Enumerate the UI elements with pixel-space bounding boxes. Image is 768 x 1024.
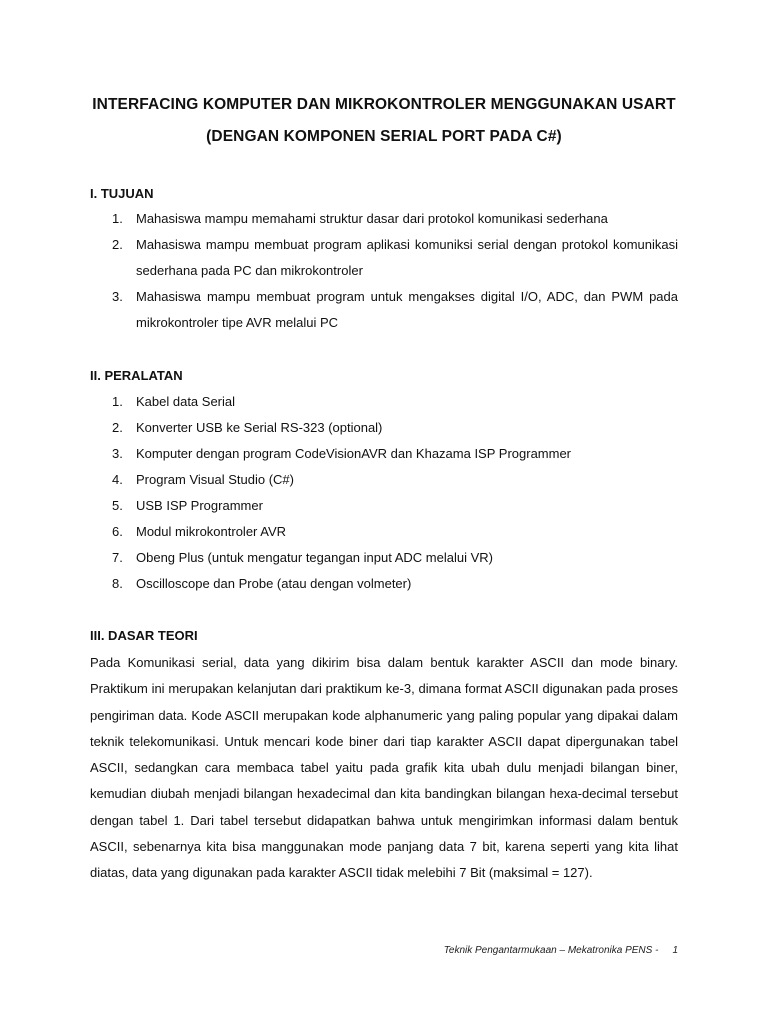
list-item <box>90 519 678 545</box>
list-number: 5. <box>112 498 123 513</box>
section-heading-dasar-teori: III. DASAR TEORI <box>90 628 198 643</box>
list-item <box>90 467 678 493</box>
list-item-text: Kabel data Serial <box>136 394 236 409</box>
list-number: 6. <box>112 524 123 539</box>
list-item <box>90 284 678 336</box>
list-item-text: Program Visual Studio (C#) <box>136 472 294 487</box>
section-heading-tujuan: I. TUJUAN <box>90 186 154 201</box>
list-number: 4. <box>112 472 123 487</box>
section-heading-peralatan: II. PERALATAN <box>90 368 183 383</box>
dasar-teori-paragraph: Pada Komunikasi serial, data yang dikirim bisa dalam bentuk karakter ASCII dan mode binary. Praktikum ini merupakan kelanjutan dari praktikum ke-3, dimana format ASCII digunakan pada proses pengiriman data. Kode ASCII merupakan kode alphanumeric yang paling popular yang dipakai dalam teknik telekomunikasi. Untuk mencari kode biner dari tiap karakter ASCII dapat dipergunakan tabel ASCII, sedangkan cara membaca tabel yaitu pada grafik kita ubah dulu menjadi bilangan biner, kemudian diubah menjadi bilangan hexadecimal dan kita bandingkan bilangan hexa-decimal tersebut dengan tabel 1. Dari tabel tersebut didapatkan bahwa untuk mengirimkan informasi dalam bentuk ASCII, sebenarnya kita bisa manggunakan mode panjang data 7 bit, karena seperti yang kita lihat diatas, data yang digunakan pada karakter ASCII tidak melebihi 7 Bit (maksimal = 127). <box>90 655 678 881</box>
page-number: 1 <box>672 945 678 956</box>
footer-text: Teknik Pengantarmukaan – Mekatronika PENS - <box>443 945 659 956</box>
page-footer <box>444 945 678 956</box>
list-item <box>90 232 678 284</box>
list-item <box>90 206 678 232</box>
document-title-line1: INTERFACING KOMPUTER DAN MIKROKONTROLER MENGGUNAKAN USART <box>92 96 676 113</box>
list-number: 1. <box>112 211 123 226</box>
list-number: 1. <box>112 394 123 409</box>
list-number: 2. <box>112 237 123 252</box>
list-item <box>90 545 678 571</box>
list-number: 8. <box>112 576 123 591</box>
list-item <box>90 493 678 519</box>
document-title-line2: (DENGAN KOMPONEN SERIAL PORT PADA C#) <box>206 128 562 145</box>
list-item-text: Modul mikrokontroler AVR <box>136 524 287 539</box>
list-item <box>90 389 678 415</box>
list-item <box>90 571 678 597</box>
list-item <box>90 441 678 467</box>
list-item-text: Konverter USB ke Serial RS-323 (optional) <box>136 420 383 435</box>
list-item-text: Mahasiswa mampu membuat program untuk mengakses digital I/O, ADC, dan PWM pada mikrokontroler tipe AVR melalui PC <box>136 289 678 330</box>
list-item-text: Obeng Plus (untuk mengatur tegangan input ADC melalui VR) <box>136 550 493 565</box>
peralatan-list <box>90 389 678 597</box>
tujuan-list <box>90 206 678 336</box>
list-item-text: Mahasiswa mampu memahami struktur dasar dari protokol komunikasi sederhana <box>136 211 608 226</box>
list-number: 7. <box>112 550 123 565</box>
list-number: 3. <box>112 289 123 304</box>
list-item-text: USB ISP Programmer <box>136 498 263 513</box>
list-item-text: Oscilloscope dan Probe (atau dengan volmeter) <box>136 576 412 591</box>
list-item <box>90 415 678 441</box>
list-item-text: Komputer dengan program CodeVisionAVR dan Khazama ISP Programmer <box>136 446 572 461</box>
list-item-text: Mahasiswa mampu membuat program aplikasi komuniksi serial dengan protokol komunikasi sederhana pada PC dan mikrokontroler <box>136 237 678 278</box>
list-number: 2. <box>112 420 123 435</box>
list-number: 3. <box>112 446 123 461</box>
